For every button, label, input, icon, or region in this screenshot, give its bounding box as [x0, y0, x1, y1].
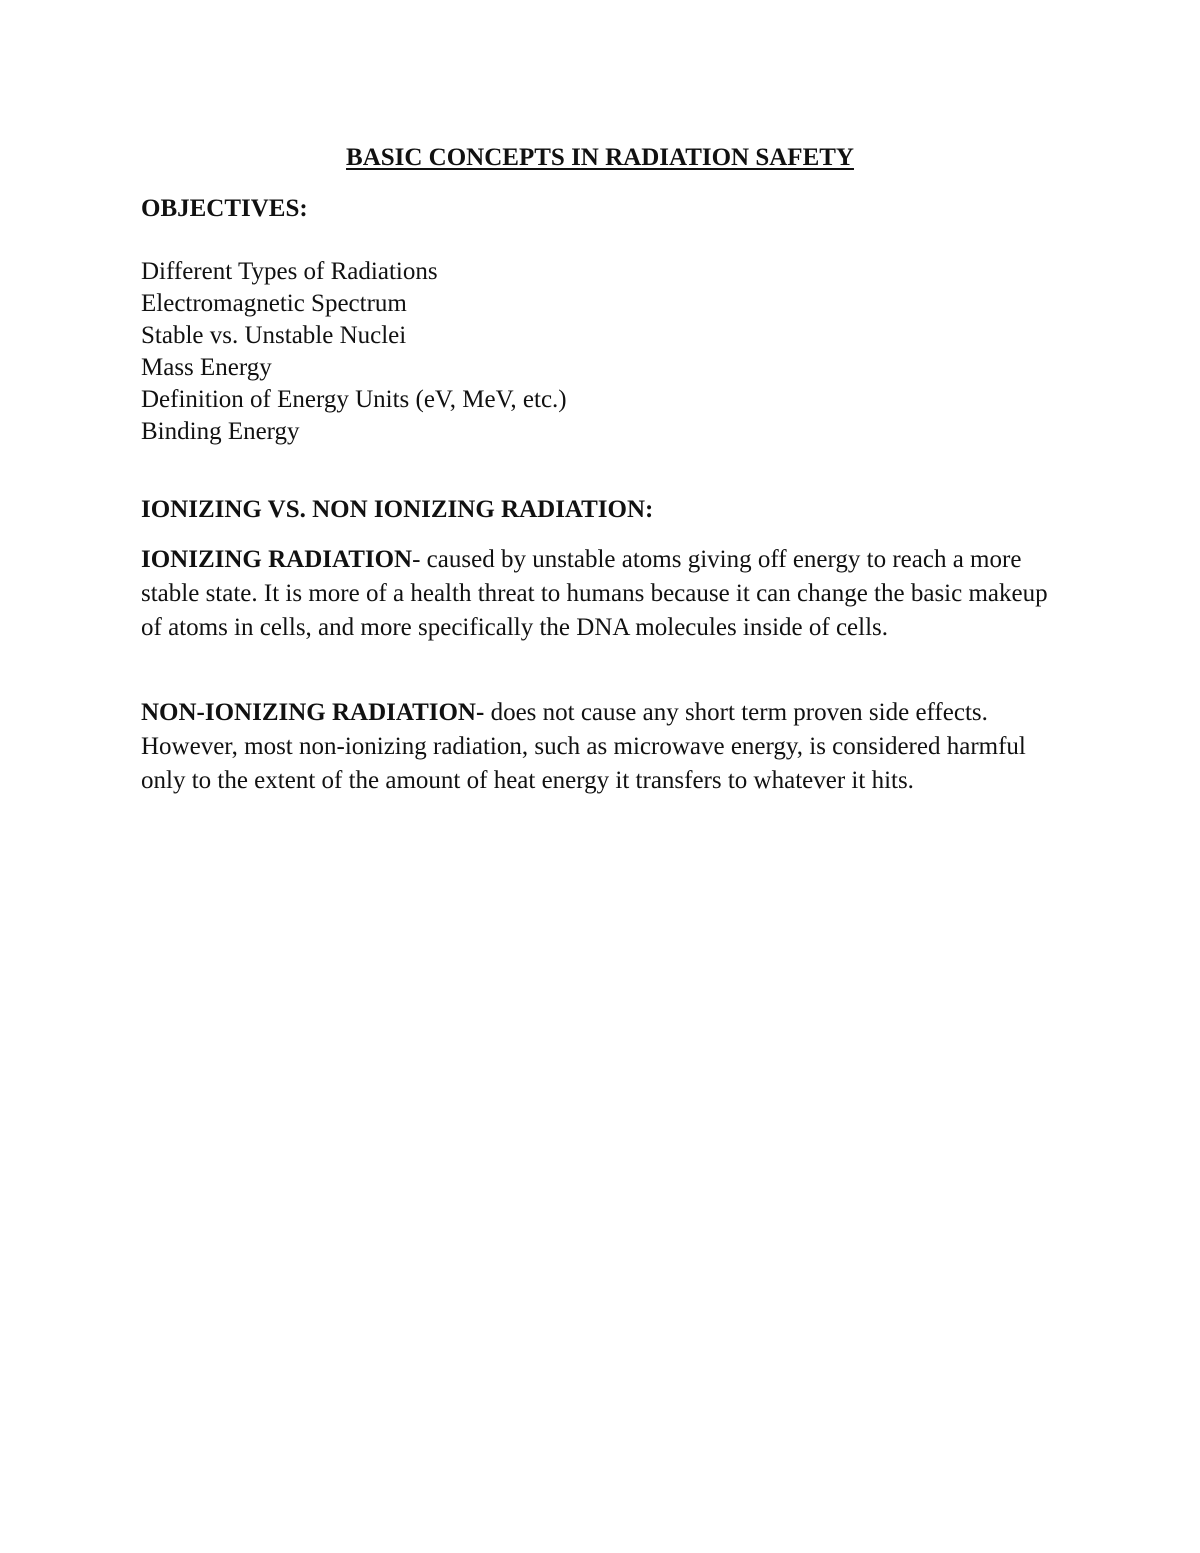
ionizing-radiation-term: IONIZING RADIATION [141, 546, 413, 573]
document-title: BASIC CONCEPTS IN RADIATION SAFETY [346, 144, 854, 171]
objectives-heading: OBJECTIVES: [141, 195, 308, 222]
ionizing-radiation-paragraph [141, 543, 1071, 645]
list-item: Binding Energy [141, 418, 300, 445]
non-ionizing-radiation-paragraph [141, 696, 1071, 798]
objectives-list [141, 256, 567, 448]
non-ionizing-radiation-term: NON-IONIZING RADIATION- [141, 699, 485, 726]
list-item: Electromagnetic Spectrum [141, 290, 407, 317]
list-item: Stable vs. Unstable Nuclei [141, 322, 407, 349]
list-item: Mass Energy [141, 354, 272, 381]
list-item: Different Types of Radiations [141, 258, 438, 285]
ionizing-vs-non-ionizing-heading: IONIZING VS. NON IONIZING RADIATION: [141, 496, 654, 523]
list-item: Definition of Energy Units (eV, MeV, etc.) [141, 386, 567, 413]
non-ionizing-radiation-text: does not cause any short term proven side effects. However, most non-ionizing radiation, such as microwave energy, is considered harmful only to the extent of the amount of heat energy it transfers to whatever it hits. [141, 699, 1026, 794]
ionizing-radiation-text: - caused by unstable atoms giving off energy to reach a more stable state. It is more of a health threat to humans because it can change the basic makeup of atoms in cells, and more specifically the DNA molecules inside of cells. [141, 546, 1048, 641]
